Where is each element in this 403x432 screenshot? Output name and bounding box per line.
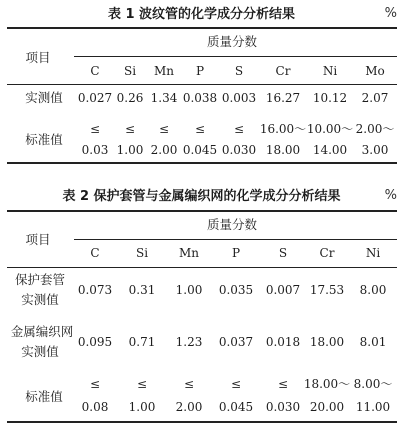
table-2-cell-top: ≤	[230, 377, 242, 391]
table-2-cell: 0.007	[265, 283, 301, 297]
table-2-cell: 17.53	[309, 283, 345, 297]
table-2-group-rule	[74, 239, 397, 240]
table-2-top-rule	[7, 210, 397, 212]
table-2-cell: 0.073	[77, 283, 113, 297]
table-1-group-header: 质量分数	[206, 34, 258, 49]
table-1-caption: 表 1 波纹管的化学成分分析结果	[107, 7, 296, 22]
table-1-cell-bottom: 0.030	[221, 143, 257, 157]
table-2-cell: 1.00	[175, 283, 203, 297]
table-2-cell-bottom: 0.030	[265, 400, 301, 414]
table-2-col-cr: Cr	[319, 246, 335, 260]
table-2-row-label: 实测值	[21, 344, 59, 359]
table-1-col-c: C	[90, 64, 100, 78]
table-2-row-label: 标准值	[25, 389, 63, 404]
table-2-col-ni: Ni	[365, 246, 381, 260]
table-2-cell: 8.01	[359, 335, 387, 349]
table-2-col-p: P	[231, 246, 241, 260]
table-1-col-ni: Ni	[322, 64, 338, 78]
table-2-cell-top: 8.00～	[353, 377, 393, 391]
table-1-row-label: 实测值	[25, 90, 63, 105]
table-2-cell: 18.00	[309, 335, 345, 349]
table-1-col-s: S	[234, 64, 244, 78]
table-1-cell-top: 10.00～	[306, 122, 354, 136]
table-2-col-mn: Mn	[178, 246, 200, 260]
table-1-cell-top: 2.00～	[355, 122, 395, 136]
table-2-cell-bottom: 0.08	[81, 400, 109, 414]
table-2-cell-bottom: 0.045	[218, 400, 254, 414]
table-2-cell-top: ≤	[136, 377, 148, 391]
table-2-cell: 0.037	[218, 335, 254, 349]
table-1-cell-top: ≤	[158, 122, 170, 136]
table-1-cell-top: ≤	[233, 122, 245, 136]
table-1-cell: 0.26	[116, 91, 144, 105]
table-1-cell: 0.027	[77, 91, 113, 105]
table-1-cell-top: ≤	[89, 122, 101, 136]
table-2-col-si: Si	[135, 246, 149, 260]
table-1-col-cr: Cr	[275, 64, 291, 78]
table-1-cell: 2.07	[361, 91, 389, 105]
table-1-cell-bottom: 0.045	[182, 143, 218, 157]
table-2-cell: 0.095	[77, 335, 113, 349]
table-2-caption: 表 2 保护套管与金属编织网的化学成分分析结果	[62, 189, 341, 204]
table-1-bottom-rule	[7, 162, 397, 164]
table-1-cell-top: ≤	[124, 122, 136, 136]
table-2-cell-top: ≤	[277, 377, 289, 391]
table-1-row-label: 标准值	[25, 132, 63, 147]
table-1-cell: 0.003	[221, 91, 257, 105]
table-2-row-label: 金属编织网	[10, 324, 74, 339]
table-2-col-c: C	[90, 246, 100, 260]
table-2-group-header: 质量分数	[206, 217, 258, 232]
table-2-cell-top: ≤	[183, 377, 195, 391]
table-2-cell: 0.71	[128, 335, 156, 349]
table-1-row-header: 项目	[25, 50, 51, 65]
table-2-cell: 0.035	[218, 283, 254, 297]
table-1-cell-bottom: 0.03	[81, 143, 109, 157]
table-2-cell: 0.31	[128, 283, 156, 297]
table-1-group-rule	[74, 56, 397, 57]
table-1-cell-top: ≤	[194, 122, 206, 136]
table-2-row-label: 实测值	[21, 292, 59, 307]
table-1-cell-bottom: 14.00	[312, 143, 348, 157]
table-2-cell: 1.23	[175, 335, 203, 349]
table-2-cell-bottom: 20.00	[309, 400, 345, 414]
table-1-cell-bottom: 18.00	[265, 143, 301, 157]
table-2-unit: %	[384, 188, 397, 203]
table-1-cell: 0.038	[182, 91, 218, 105]
table-1-col-mo: Mo	[365, 64, 385, 78]
table-1-col-p: P	[195, 64, 205, 78]
table-1-col-si: Si	[123, 64, 137, 78]
table-1-cell: 16.27	[265, 91, 301, 105]
table-1-unit: %	[384, 6, 397, 21]
table-1-col-mn: Mn	[153, 64, 175, 78]
table-2-cell-bottom: 1.00	[128, 400, 156, 414]
table-1-cell-top: 16.00～	[259, 122, 307, 136]
table-2-cell-bottom: 2.00	[175, 400, 203, 414]
table-2-cell-bottom: 11.00	[355, 400, 391, 414]
table-2-bottom-rule	[7, 421, 397, 423]
table-1-cell-bottom: 1.00	[116, 143, 144, 157]
table-2-cell-top: ≤	[89, 377, 101, 391]
table-1-cell-bottom: 2.00	[150, 143, 178, 157]
table-1-top-rule	[7, 27, 397, 29]
table-1-header-rule	[7, 84, 397, 85]
table-2-row-label: 保护套管	[14, 272, 66, 287]
table-2-col-s: S	[278, 246, 288, 260]
table-1-cell: 10.12	[312, 91, 348, 105]
table-2-cell-top: 18.00～	[303, 377, 351, 391]
table-2-header-rule	[7, 267, 397, 268]
table-2-cell: 8.00	[359, 283, 387, 297]
table-1-cell: 1.34	[150, 91, 178, 105]
table-2-cell: 0.018	[265, 335, 301, 349]
table-2-row-header: 项目	[25, 232, 51, 247]
table-1-cell-bottom: 3.00	[361, 143, 389, 157]
